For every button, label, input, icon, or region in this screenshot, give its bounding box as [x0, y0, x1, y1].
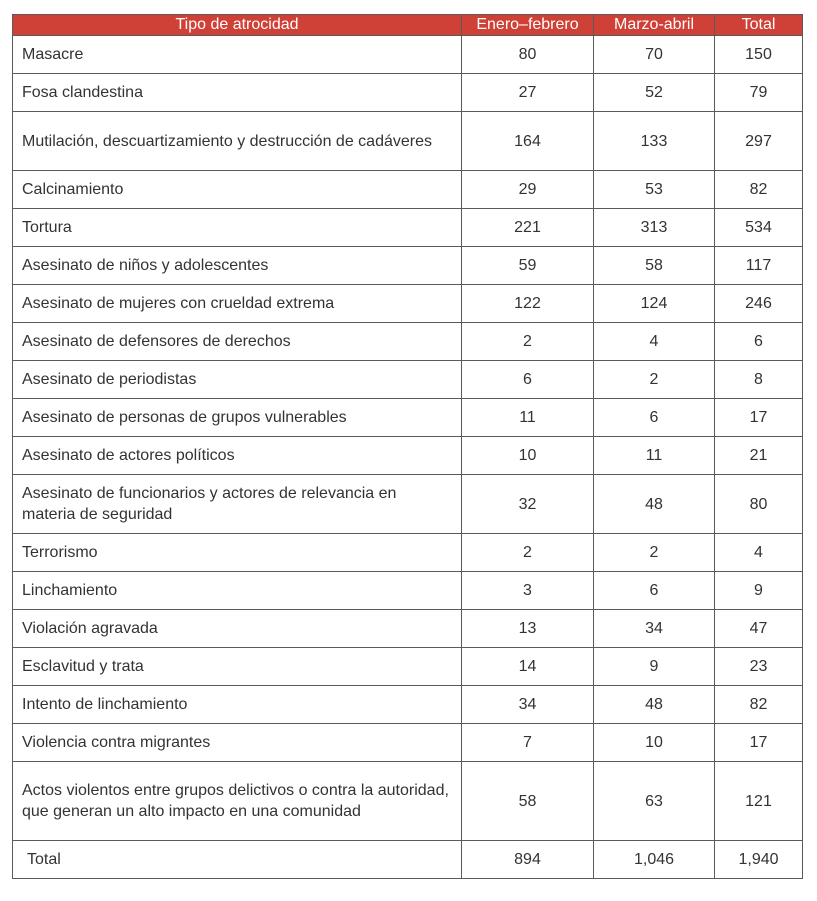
cell-marzo-abril: 48: [594, 475, 715, 534]
table-row: [13, 437, 803, 475]
total-enero-febrero: 894: [462, 841, 594, 879]
row-label: Tortura: [13, 209, 462, 247]
cell-marzo-abril: 48: [594, 686, 715, 724]
row-label: Asesinato de mujeres con crueldad extrema: [13, 285, 462, 323]
row-label: Fosa clandestina: [13, 74, 462, 112]
cell-total: 534: [715, 209, 803, 247]
cell-total: 17: [715, 399, 803, 437]
header-marzo-abril: Marzo-abril: [594, 15, 715, 36]
table-row: [13, 724, 803, 762]
cell-marzo-abril: 10: [594, 724, 715, 762]
table-row: [13, 209, 803, 247]
row-label: Terrorismo: [13, 534, 462, 572]
cell-marzo-abril: 313: [594, 209, 715, 247]
cell-total: 82: [715, 171, 803, 209]
row-label: Violencia contra migrantes: [13, 724, 462, 762]
cell-marzo-abril: 2: [594, 534, 715, 572]
cell-total: 23: [715, 648, 803, 686]
header-row: [13, 15, 803, 36]
row-label: Asesinato de defensores de derechos: [13, 323, 462, 361]
cell-enero-febrero: 59: [462, 247, 594, 285]
cell-marzo-abril: 70: [594, 36, 715, 74]
total-row: [13, 841, 803, 879]
row-label: Asesinato de personas de grupos vulnerables: [13, 399, 462, 437]
table-row: [13, 475, 803, 534]
cell-marzo-abril: 34: [594, 610, 715, 648]
cell-total: 150: [715, 36, 803, 74]
cell-enero-febrero: 13: [462, 610, 594, 648]
row-label: Actos violentos entre grupos delictivos o contra la autoridad, que generan un alto impacto en una comunidad: [13, 762, 462, 841]
total-total: 1,940: [715, 841, 803, 879]
cell-marzo-abril: 6: [594, 399, 715, 437]
cell-enero-febrero: 10: [462, 437, 594, 475]
cell-total: 8: [715, 361, 803, 399]
cell-total: 117: [715, 247, 803, 285]
table-row: [13, 648, 803, 686]
table-row: [13, 361, 803, 399]
table-row: [13, 572, 803, 610]
cell-total: 80: [715, 475, 803, 534]
cell-enero-febrero: 80: [462, 36, 594, 74]
table-row: [13, 285, 803, 323]
table-row: [13, 686, 803, 724]
cell-enero-febrero: 34: [462, 686, 594, 724]
cell-enero-febrero: 2: [462, 534, 594, 572]
row-label: Violación agravada: [13, 610, 462, 648]
cell-total: 6: [715, 323, 803, 361]
cell-enero-febrero: 6: [462, 361, 594, 399]
cell-enero-febrero: 2: [462, 323, 594, 361]
cell-total: 121: [715, 762, 803, 841]
cell-enero-febrero: 11: [462, 399, 594, 437]
cell-enero-febrero: 58: [462, 762, 594, 841]
cell-total: 17: [715, 724, 803, 762]
row-label: Mutilación, descuartizamiento y destrucción de cadáveres: [13, 112, 462, 171]
total-label: Total: [13, 841, 462, 879]
cell-enero-febrero: 3: [462, 572, 594, 610]
cell-enero-febrero: 27: [462, 74, 594, 112]
table-row: [13, 762, 803, 841]
total-marzo-abril: 1,046: [594, 841, 715, 879]
row-label: Asesinato de actores políticos: [13, 437, 462, 475]
cell-marzo-abril: 4: [594, 323, 715, 361]
cell-marzo-abril: 9: [594, 648, 715, 686]
cell-total: 21: [715, 437, 803, 475]
table-row: [13, 112, 803, 171]
table-row: [13, 36, 803, 74]
cell-marzo-abril: 133: [594, 112, 715, 171]
cell-total: 297: [715, 112, 803, 171]
header-tipo: Tipo de atrocidad: [13, 15, 462, 36]
row-label: Asesinato de periodistas: [13, 361, 462, 399]
row-label: Asesinato de funcionarios y actores de relevancia en materia de seguridad: [13, 475, 462, 534]
cell-marzo-abril: 63: [594, 762, 715, 841]
cell-enero-febrero: 14: [462, 648, 594, 686]
cell-total: 4: [715, 534, 803, 572]
cell-marzo-abril: 2: [594, 361, 715, 399]
row-label: Intento de linchamiento: [13, 686, 462, 724]
cell-total: 47: [715, 610, 803, 648]
table-row: [13, 534, 803, 572]
cell-marzo-abril: 52: [594, 74, 715, 112]
cell-enero-febrero: 164: [462, 112, 594, 171]
cell-marzo-abril: 6: [594, 572, 715, 610]
cell-enero-febrero: 221: [462, 209, 594, 247]
table-row: [13, 247, 803, 285]
cell-marzo-abril: 58: [594, 247, 715, 285]
cell-enero-febrero: 122: [462, 285, 594, 323]
cell-total: 246: [715, 285, 803, 323]
cell-marzo-abril: 53: [594, 171, 715, 209]
row-label: Calcinamiento: [13, 171, 462, 209]
row-label: Masacre: [13, 36, 462, 74]
header-total: Total: [715, 15, 803, 36]
cell-total: 79: [715, 74, 803, 112]
cell-total: 9: [715, 572, 803, 610]
header-enero-febrero: Enero–febrero: [462, 15, 594, 36]
table-row: [13, 399, 803, 437]
cell-enero-febrero: 32: [462, 475, 594, 534]
row-label: Esclavitud y trata: [13, 648, 462, 686]
cell-enero-febrero: 29: [462, 171, 594, 209]
cell-marzo-abril: 11: [594, 437, 715, 475]
row-label: Asesinato de niños y adolescentes: [13, 247, 462, 285]
table-row: [13, 171, 803, 209]
row-label: Linchamiento: [13, 572, 462, 610]
table-row: [13, 323, 803, 361]
table-row: [13, 74, 803, 112]
atrocities-table: [12, 14, 803, 879]
table-row: [13, 610, 803, 648]
cell-total: 82: [715, 686, 803, 724]
cell-marzo-abril: 124: [594, 285, 715, 323]
cell-enero-febrero: 7: [462, 724, 594, 762]
